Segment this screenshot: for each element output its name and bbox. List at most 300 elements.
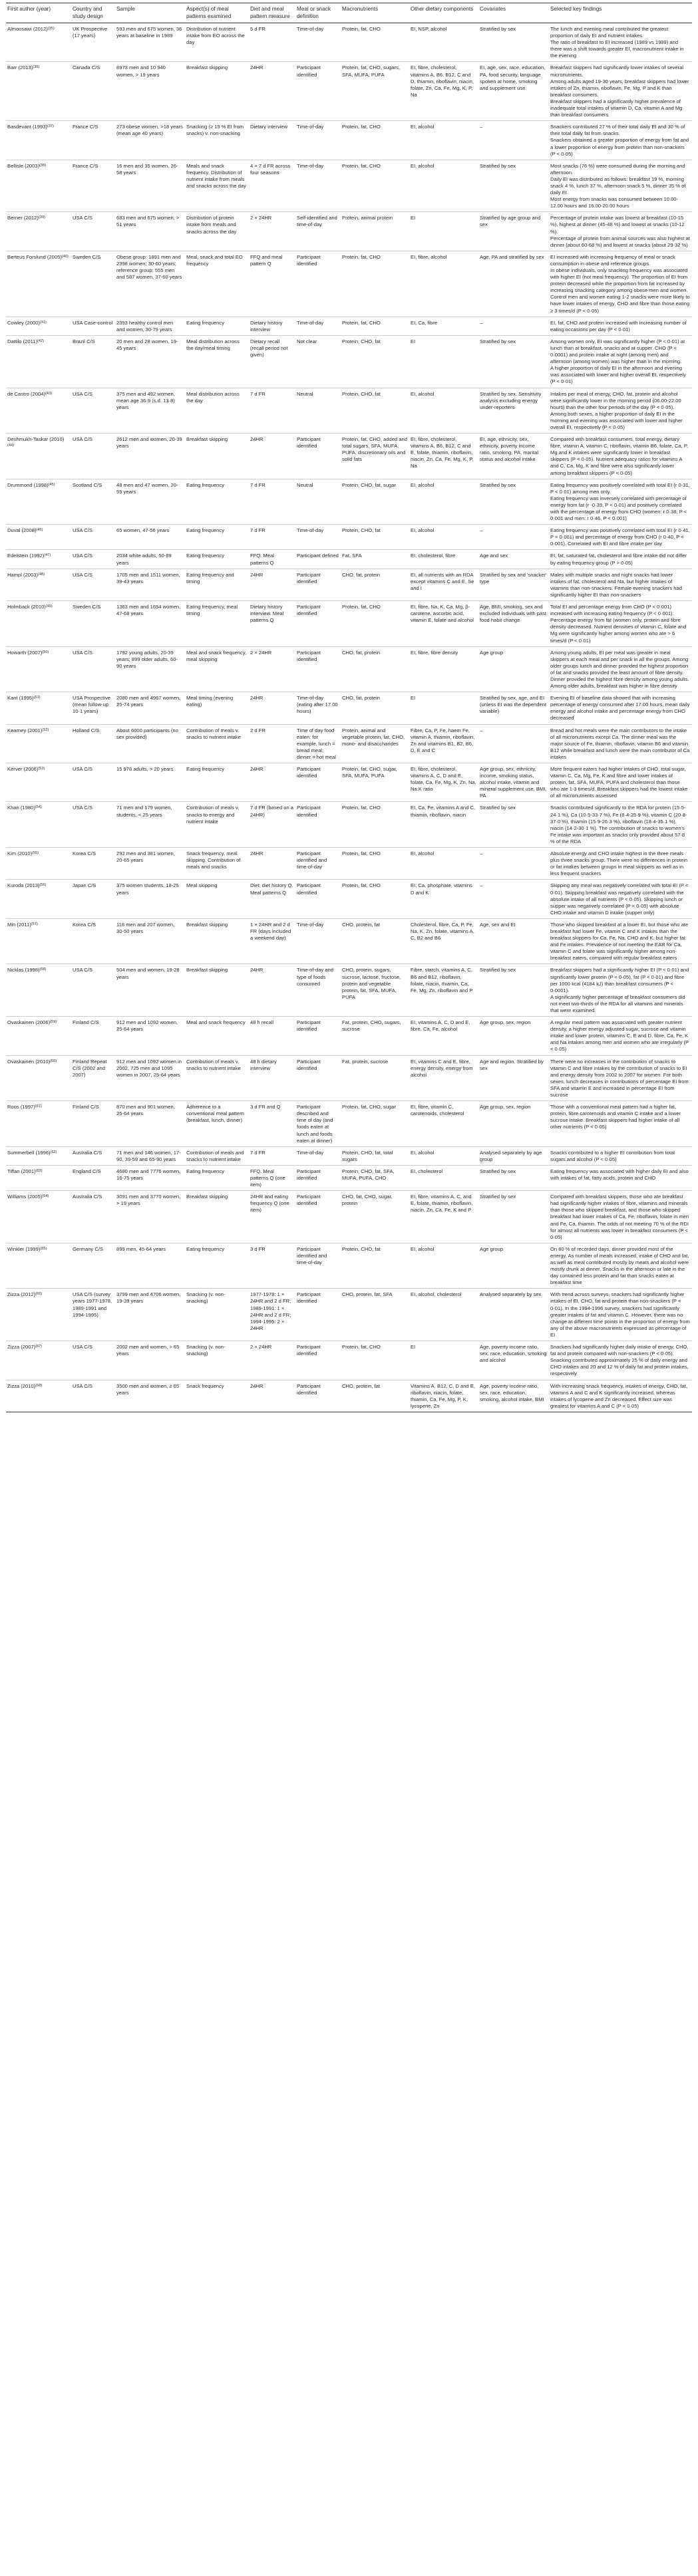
- cell-aspects: Snacking (v. non-snacking): [185, 1341, 249, 1380]
- cell-measure: Dietary interview: [249, 121, 295, 160]
- cell-sample: 3799 men and 4706 women, 19-39 years: [115, 1289, 185, 1341]
- cell-covariates: Age and region. Stratified by sex: [478, 1055, 549, 1101]
- author-name: Holmback (2010): [7, 604, 46, 610]
- cell-other-components: EI, fibre, fibre density: [409, 646, 478, 692]
- cell-author: [6, 724, 71, 763]
- reference-number: (67): [35, 1345, 43, 1349]
- author-name: Edelstein (1992): [7, 553, 45, 559]
- cell-aspects: Eating frequency: [185, 1165, 249, 1190]
- cell-definition: Time-of-day: [295, 160, 341, 212]
- cell-other-components: EI, cholesterol: [409, 1165, 478, 1190]
- cell-sample: 3500 men and women, ≥ 65 years: [115, 1380, 185, 1412]
- cell-aspects: Contribution of meals v. snacks to energy and nutrient intake: [185, 802, 249, 848]
- cell-author: [6, 479, 71, 525]
- cell-measure: Diet: diet history Q. Meal patterns Q: [249, 880, 295, 918]
- author-name: Winkler (1999): [7, 1245, 41, 1252]
- cell-country-design: USA C/S: [71, 569, 115, 600]
- cell-other-components: EI, fibre, cholesterol, vitamins A, C, D and E, folate, Ca, Fe, Mg, K, Zn, Na, Na:K ratio: [409, 763, 478, 802]
- cell-sample: 870 men and 901 women, 25-64 years: [115, 1101, 185, 1147]
- table-row: [6, 388, 692, 434]
- cell-measure: 7 d FR: [249, 525, 295, 550]
- cell-author: [6, 880, 71, 918]
- cell-sample: 71 men and 146 women, 17-90, 39-59 and 65-90 years: [115, 1146, 185, 1165]
- table-row: [6, 335, 692, 388]
- cell-definition: Participant identified: [295, 1289, 341, 1341]
- cell-author: [6, 251, 71, 317]
- cell-covariates: Stratified by sex: [478, 23, 549, 62]
- cell-other-components: EI, alcohol: [409, 160, 478, 212]
- cell-measure: 3 d FR and Q: [249, 1101, 295, 1147]
- cell-definition: Time-of-day: [295, 918, 341, 964]
- table-row: [6, 1289, 692, 1341]
- cell-definition: Time-of-day: [295, 317, 341, 335]
- cell-sample: 1792 young adults, 20-39 years; 899 older adults, 60-90 years: [115, 646, 185, 692]
- author-name: Nicklas (1998): [7, 967, 40, 973]
- cell-other-components: Fibre, Ca, P, Fe, haem Fe, vitamin A, thiamin, riboflavin, Zn and vitamins B1, B2, B6, D, E and C: [409, 724, 478, 763]
- cell-author: [6, 160, 71, 212]
- table-row: [6, 880, 692, 918]
- cell-sample: 375 men and 492 women, mean age 36·9 (s.d. 13·8) years: [115, 388, 185, 434]
- cell-findings: Compared with breakfast skippers, those who ate breakfast had significantly higher intakes of fibre, vitamins and minerals than those who skipped breakfast, and those who skipped breakfast had lower intakes of Ca, Fe, riboflavin, folate in men and Fe, Ca, thiamin. The odds of not meeting 70 % of the RDI for almost all nutrients was lower in breakfast consumers (P < 0·05): [549, 1191, 692, 1243]
- cell-measure: 5 d FR: [249, 23, 295, 62]
- cell-findings: Males with multiple snacks and night snacks had lower intakes of fat, cholesterol and Na, but higher intakes of vitamins than non-snackers. Female evening snackers had significantly higher EI than non-snackers: [549, 569, 692, 600]
- cell-macronutrients: Protein, fat, CHO, sugar: [341, 1101, 409, 1147]
- reference-number: (54): [35, 805, 42, 810]
- cell-other-components: EI, NSP, alcohol: [409, 23, 478, 62]
- table-row: [6, 62, 692, 121]
- cell-findings: Bread and hot meals were the main contributors to the intake of all micronutrients except Ca. The dinner meal was the major source of Fe, thiamin, riboflavin, vitamin B6 and vitamin B12 while breakfast and lunch were the main contributor of Ca intakes: [549, 724, 692, 763]
- cell-macronutrients: Fat, protein, sucrose: [341, 1055, 409, 1101]
- cell-sample: 2612 men and women, 20-39 years: [115, 434, 185, 479]
- table-row: [6, 724, 692, 763]
- cell-definition: Participant identified: [295, 601, 341, 647]
- cell-sample: 292 men and 381 women, 20-65 years: [115, 848, 185, 880]
- cell-aspects: Meal distribution across the day/meal timing: [185, 335, 249, 388]
- reference-number: (38): [39, 163, 47, 168]
- cell-macronutrients: Protein, fat, CHO: [341, 121, 409, 160]
- cell-findings: With increasing snack frequency, intakes of energy, CHO, fat, vitamins A and C and K significantly increased, whereas intakes of lycopene and Zn decreased. Effect size was greatest for vitamins A and C (P < 0·05): [549, 1380, 692, 1412]
- cell-sample: 1363 men and 1654 women, 47-68 years: [115, 601, 185, 647]
- cell-measure: Dietary recall (recall period not given): [249, 335, 295, 388]
- cell-measure: 24HR: [249, 434, 295, 479]
- author-name: Duval (2008): [7, 527, 37, 534]
- reference-number: (53): [38, 767, 45, 771]
- cell-aspects: Meal, snack and total EO frequency: [185, 251, 249, 317]
- cell-other-components: EI, Ca, phosphate, vitamins D and K: [409, 880, 478, 918]
- cell-sample: 273 obese women, >18 years (mean age 40 years): [115, 121, 185, 160]
- cell-other-components: EI, alcohol: [409, 479, 478, 525]
- cell-findings: EI, fat, saturated fat, cholesterol and fibre intake did not differ by eating frequency group (P > 0·05): [549, 550, 692, 569]
- reference-number: (65): [40, 1246, 47, 1251]
- cell-covariates: Age group: [478, 1243, 549, 1289]
- cell-aspects: Eating frequency: [185, 763, 249, 802]
- cell-findings: Those with a conventional meal pattern had a higher fat, protein, fibre carotenoids and vitamin C intake and a lower sucrose intake. Breakfast skippers had higher intake of all other nutrients (P < 0·05): [549, 1101, 692, 1147]
- cell-findings: Breakfast skippers had significantly lower intakes of several micronutrients. Among adults aged 19-30 years, breakfast skippers had lower intakes of Zn, thiamin, riboflavin, Fe, Mg, P and K than breakfast consumers. Breakfast skippers had a significantly higher prevalence of inadequate total intakes of vitamin D, Ca, vitamin A and Mg than breakfast consumers: [549, 62, 692, 121]
- author-name: Almoosawi (2012): [7, 26, 48, 32]
- cell-covariates: Stratified by sex and 'snacker' type: [478, 569, 549, 600]
- cell-macronutrients: Protein, fat, CHO: [341, 802, 409, 848]
- author-name: Zizza (2007): [7, 1344, 36, 1351]
- cell-findings: Eating frequency was associated with higher daily EI and also with intakes of fat, fatty acids, protein and CHO: [549, 1165, 692, 1190]
- reference-number: (55): [32, 851, 39, 856]
- header-country-design: Country and study design: [71, 3, 115, 23]
- cell-measure: 2 × 24HR: [249, 212, 295, 251]
- cell-sample: 2393 healthy control men and women, 30-79 years: [115, 317, 185, 335]
- cell-country-design: USA C/S: [71, 802, 115, 848]
- cell-country-design: USA C/S: [71, 763, 115, 802]
- reference-number: (58): [39, 967, 47, 972]
- cell-definition: Participant defined: [295, 550, 341, 569]
- reference-number: (36): [33, 65, 40, 70]
- cell-findings: A regular meal pattern was associated with greater nutrient density, a higher energy adjusted sugar, sucrose and vitamin intake and lower protein, vitamins C, E and D, fibre, Ca, Fe, K and Na intakes among men and women who ate irregularly (P < 0·05): [549, 1017, 692, 1055]
- cell-covariates: Analysed separately by sex: [478, 1289, 549, 1341]
- cell-measure: 24HR: [249, 964, 295, 1017]
- author-name: Roos (1997): [7, 1104, 35, 1110]
- cell-measure: 4 × 7 d FR across four seasons: [249, 160, 295, 212]
- cell-author: [6, 1243, 71, 1289]
- reference-number: (45): [48, 482, 55, 487]
- table-row: [6, 479, 692, 525]
- cell-measure: 48 h dietary interview: [249, 1055, 295, 1101]
- cell-macronutrients: Protein, CHO, fat: [341, 1243, 409, 1289]
- cell-author: [6, 62, 71, 121]
- cell-measure: 24HR: [249, 763, 295, 802]
- cell-aspects: Breakfast skipping: [185, 964, 249, 1017]
- cell-macronutrients: CHO, fat, protein: [341, 569, 409, 600]
- table-row: [6, 1243, 692, 1289]
- cell-covariates: Stratified by sex: [478, 160, 549, 212]
- cell-other-components: Fibre, starch, vitamins A, C, B6 and B12, riboflavin, folate, niacin, thiamin, Ca, Fe, Mg, Zn, riboflavin and P: [409, 964, 478, 1017]
- reference-number: (56): [39, 883, 47, 888]
- cell-measure: 24HR: [249, 569, 295, 600]
- reference-number: (35): [47, 27, 55, 31]
- cell-macronutrients: Protein, fat, CHO: [341, 1341, 409, 1380]
- cell-measure: Dietary history interview. Meal patterns Q: [249, 601, 295, 647]
- cell-other-components: EI, alcohol, cholesterol: [409, 1289, 478, 1341]
- cell-other-components: EI, fibre, cholesterol, vitamins A, B6, B12, C and E, folate, thiamin, riboflavin, niacin, Zn, Ca, Fe, Mg, K, P, Na: [409, 434, 478, 479]
- author-name: Ovaskainen (2006): [7, 1019, 51, 1026]
- cell-macronutrients: Protein, fat, CHO: [341, 23, 409, 62]
- header-measure: Diet and meal pattern measure: [249, 3, 295, 23]
- cell-author: [6, 1165, 71, 1190]
- cell-country-design: USA C/S: [71, 1341, 115, 1380]
- table-row: [6, 1191, 692, 1243]
- cell-definition: Time-of-day (eating after 17.00 hours): [295, 692, 341, 724]
- author-name: Kearney (2001): [7, 727, 43, 733]
- cell-sample: Obese group: 1891 men and 2398 women; 30-60 years; reference group: 555 men and 587 women, 37-60 years: [115, 251, 185, 317]
- cell-covariates: Age group: [478, 646, 549, 692]
- cell-measure: 24HR and eating frequency Q (one item): [249, 1191, 295, 1243]
- table-row: [6, 121, 692, 160]
- reference-number: (47): [44, 553, 51, 558]
- table-row: [6, 1341, 692, 1380]
- cell-measure: FFQ. Meal patterns Q: [249, 550, 295, 569]
- cell-country-design: Sweden C/S: [71, 251, 115, 317]
- cell-sample: 593 men and 675 women, 36 years at baseline in 1989: [115, 23, 185, 62]
- cell-author: [6, 1146, 71, 1165]
- author-name: Min (2011): [7, 921, 31, 928]
- cell-aspects: Breakfast skipping: [185, 1191, 249, 1243]
- reference-number: (59): [50, 1020, 57, 1025]
- cell-macronutrients: CHO, protein, sugars, sucrose, lactose, fructose, protein and vegetable protein, fat, SFA, MUFA, PUFA: [341, 964, 409, 1017]
- cell-definition: Time-of-day: [295, 1146, 341, 1165]
- cell-definition: Neutral: [295, 479, 341, 525]
- cell-measure: 2 d FR: [249, 724, 295, 763]
- author-name: Dattilo (2011): [7, 338, 38, 344]
- cell-measure: 7 d FR: [249, 1146, 295, 1165]
- cell-other-components: Vitamins A, B12, C, D and E, riboflavin, niacin, folate, thiamin, Ca, Fe, Mg, P, K, lycopene, Zn: [409, 1380, 478, 1412]
- cell-other-components: EI, alcohol: [409, 525, 478, 550]
- table-row: [6, 918, 692, 964]
- cell-country-design: England C/S: [71, 1165, 115, 1190]
- cell-sample: 1705 men and 1511 women, 39-43 years: [115, 569, 185, 600]
- cell-covariates: –: [478, 724, 549, 763]
- table-row: [6, 964, 692, 1017]
- cell-other-components: EI: [409, 1341, 478, 1380]
- cell-findings: Snackers contributed 27 % of their total daily EI and 30 % of their total daily fat from snacks. Snackers obtained a greater proportion of energy from fat and a lower proportion of energy from protein than non-snackers (P < 0·05): [549, 121, 692, 160]
- cell-macronutrients: Protein, fat, CHO: [341, 317, 409, 335]
- cell-macronutrients: Protein, animal and vegetable protein, fat, CHO, mono- and disaccharides: [341, 724, 409, 763]
- reference-number: (46): [36, 528, 43, 533]
- cell-findings: More frequent eaters had higher intakes of CHO, total sugar, vitamin C, Ca, Mg, Fe, K and fibre and lower intakes of protein, fat, SFA, MUFA, PUFA and cholesterol than those who ate 1-3 times/d. Breakfast skippers had the lowest intake of all micronutrients assessed: [549, 763, 692, 802]
- cell-measure: 24HR: [249, 1380, 295, 1412]
- cell-author: [6, 802, 71, 848]
- cell-other-components: EI, all nutrients with an RDA except vitamins C and E, Se and I: [409, 569, 478, 600]
- author-name: Kuroda (2013): [7, 882, 40, 889]
- cell-covariates: Age, sex and EI: [478, 918, 549, 964]
- reference-number: (52): [42, 727, 49, 732]
- cell-aspects: Contribution of meals and snacks to nutrient intake: [185, 1146, 249, 1165]
- cell-aspects: Breakfast skipping: [185, 62, 249, 121]
- table-row: [6, 434, 692, 479]
- cell-definition: Participant described and time of day (and foods eaten at lunch and foods eaten at dinner): [295, 1101, 341, 1147]
- cell-author: [6, 848, 71, 880]
- cell-author: [6, 1191, 71, 1243]
- cell-covariates: Age, poverty income ratio, sex, race, education, smoking, alcohol intake, BMI: [478, 1380, 549, 1412]
- cell-aspects: Eating frequency: [185, 550, 249, 569]
- header-macronutrients: Macronutrients: [341, 3, 409, 23]
- cell-measure: 7 d FR (based on a 24HR): [249, 802, 295, 848]
- cell-aspects: Distribution of nutrient intake from EO across the day: [185, 23, 249, 62]
- author-name: Kim (2010): [7, 850, 33, 857]
- cell-other-components: EI, alcohol: [409, 848, 478, 880]
- reference-number: (60): [50, 1059, 57, 1063]
- cell-sample: About 6000 participants (no sex provided): [115, 724, 185, 763]
- table-row: [6, 763, 692, 802]
- cell-country-design: USA Prospective (mean follow-up 10·1 years): [71, 692, 115, 724]
- cell-findings: Evening EI of baseline data showed that with increasing percentage of energy consumed after 17.00 hours, mean daily energy and alcohol intake and percentage energy from CHO decreased: [549, 692, 692, 724]
- cell-country-design: Finland C/S: [71, 1017, 115, 1055]
- reference-number: (57): [31, 922, 38, 926]
- cell-findings: Among young adults, EI per meal was greater in meal skippers at each meal and per snack in all the groups. Among older groups lunch and dinner provided the highest proportion of fat and snacks provided the least amount of fibre density. Dinner provided the highest fibre density among young adults. Among older adults, breakfast was higher in fibre density: [549, 646, 692, 692]
- cell-aspects: Contribution of meals v. snacks to nutrient intake: [185, 1055, 249, 1101]
- header-aspects: Aspect(s) of meal patterns examined: [185, 3, 249, 23]
- cell-macronutrients: Protein, fat, CHO, sugar, SFA, MUFA, PUFA: [341, 763, 409, 802]
- cell-definition: Time-of-day: [295, 121, 341, 160]
- cell-other-components: EI, alcohol: [409, 1243, 478, 1289]
- cell-country-design: Finland Repeat C/S (2002 and 2007): [71, 1055, 115, 1101]
- cell-author: [6, 692, 71, 724]
- author-name: Khan (1980): [7, 805, 35, 811]
- cell-author: [6, 918, 71, 964]
- cell-definition: Self-identified and time-of-day: [295, 212, 341, 251]
- cell-definition: Participant identified: [295, 62, 341, 121]
- cell-aspects: Meal and snack frequency, meal skipping: [185, 646, 249, 692]
- cell-findings: Intakes per meal of energy, CHO, fat, protein and alcohol were significantly lower in the morning period (06.00-22.00 hours) than the other four periods of the day (P < 0·05). Among both sexes, a higher proportion of daily EI in the morning and evening was associated with lower and higher overall EI, respectively (P < 0·05): [549, 388, 692, 434]
- table-row: [6, 525, 692, 550]
- cell-aspects: Breakfast skipping: [185, 918, 249, 964]
- cell-country-design: Japan C/S: [71, 880, 115, 918]
- cell-definition: Participant identified: [295, 251, 341, 317]
- table-row: [6, 1101, 692, 1147]
- cell-measure: 2 × 24HR: [249, 646, 295, 692]
- cell-other-components: EI, alcohol: [409, 121, 478, 160]
- header-findings: Selected key findings: [549, 3, 692, 23]
- cell-macronutrients: Protein, fat, CHO: [341, 880, 409, 918]
- cell-aspects: Meal distribution across the day: [185, 388, 249, 434]
- cell-measure: 7 d FR: [249, 388, 295, 434]
- cell-measure: FFQ. Meal patterns Q (one item): [249, 1165, 295, 1190]
- reference-number: (50): [42, 650, 49, 654]
- reference-number: (39): [38, 215, 45, 220]
- cell-other-components: EI, cholesterol, fibre: [409, 550, 478, 569]
- author-name: Summerbell (1996): [7, 1149, 51, 1156]
- cell-country-design: UK Prospective (17 years): [71, 23, 115, 62]
- table-row: [6, 1055, 692, 1101]
- cell-country-design: USA C/S (survey years 1977-1978, 1989-1991 and 1994-1995): [71, 1289, 115, 1341]
- cell-covariates: Age group, sex, region: [478, 1017, 549, 1055]
- cell-measure: 24HR: [249, 848, 295, 880]
- cell-sample: 48 men and 47 women, 20-55 years: [115, 479, 185, 525]
- cell-covariates: EI, age, ethnicity, sex, ethnicity, poverty income ratio, smoking, PA, marital status and alcohol intake: [478, 434, 549, 479]
- reference-number: (66): [35, 1292, 43, 1297]
- reference-number: (68): [35, 1383, 43, 1388]
- cell-other-components: EI, fibre, vitamins A, C, and E, folate, thiamin, riboflavin, niacin, Zn, Ca, Fe, K and P: [409, 1191, 478, 1243]
- cell-other-components: EI, fibre, vitamin C, carotenoids, cholesterol: [409, 1101, 478, 1147]
- table-row: [6, 1165, 692, 1190]
- cell-definition: Not clear: [295, 335, 341, 388]
- reference-number: (64): [42, 1194, 49, 1199]
- cell-measure: 7 d FR: [249, 479, 295, 525]
- cell-aspects: Distribution of protein intake from meals and snacks across the day: [185, 212, 249, 251]
- cell-country-design: USA C/S: [71, 964, 115, 1017]
- cell-definition: Participant identified: [295, 1165, 341, 1190]
- header-sample: Sample: [115, 3, 185, 23]
- author-name: Kerver (2006): [7, 766, 39, 772]
- table-row: [6, 251, 692, 317]
- cell-sample: 118 men and 207 women, 30-50 years: [115, 918, 185, 964]
- cell-covariates: Stratified by sex: [478, 802, 549, 848]
- cell-aspects: Contribution of meals v. snacks to nutrient intake: [185, 724, 249, 763]
- table-row: [6, 569, 692, 600]
- cell-definition: Participant identified: [295, 646, 341, 692]
- reference-number: (43): [45, 391, 52, 396]
- cell-findings: Among women only, EI was significantly higher (P < 0·01) at lunch than at breakfast, snacks and at supper. CHO (P < 0·0001) and protein intake at night (among men) and afternoon (among women) was higher than in the morning. A higher proportion of daily EI in the afternoon and evening was associated with lower and higher overall EI, respectively (P < 0·01): [549, 335, 692, 388]
- cell-author: [6, 1289, 71, 1341]
- cell-sample: 3091 men and 3770 women, > 19 years: [115, 1191, 185, 1243]
- cell-author: [6, 1017, 71, 1055]
- cell-covariates: Age group, sex, ethnicity, income, smoking status, alcohol intake, vitamin and mineral supplement use, BMI, PA: [478, 763, 549, 802]
- cell-aspects: Meal timing (evening eating): [185, 692, 249, 724]
- cell-findings: Eating frequency was positively correlated with total EI (r 0·41, P = 0·001) and percentage of energy from CHO (r 0·40, P < 0·001). Correlated with EI and fibre intake per day: [549, 525, 692, 550]
- cell-macronutrients: Protein, CHO, fat, SFA, MUFA, PUFA, CHO: [341, 1165, 409, 1190]
- cell-author: [6, 335, 71, 388]
- cell-covariates: Analysed separately by age group: [478, 1146, 549, 1165]
- cell-measure: 1 × 24HR and 2 d FR (days included a weekend day): [249, 918, 295, 964]
- cell-macronutrients: Fat, SFA: [341, 550, 409, 569]
- table-row: [6, 646, 692, 692]
- cell-macronutrients: Protein, fat, CHO, added and total sugars, SFA, MUFA, PUFA, discretionary oils and solid fats: [341, 434, 409, 479]
- cell-country-design: USA C/S: [71, 388, 115, 434]
- cell-covariates: –: [478, 317, 549, 335]
- cell-aspects: Snacking (v. non-snacking): [185, 1289, 249, 1341]
- cell-findings: EI increased with increasing frequency of meal or snack consumption in obese and reference groups. In obese individuals, only snacking frequency was associated with higher EI (not meal frequency). The proportion of EI from protein decreased while the proportion from fat increased by increasing snacking category among obese men and women. Control men and women eating 1-2 snacks were more likely to have lower intakes of energy, CHO and fibre than those eating ≥ 3 times/d (P < 0·05): [549, 251, 692, 317]
- cell-country-design: USA Case-control: [71, 317, 115, 335]
- reference-number: (44): [7, 444, 14, 448]
- cell-sample: 683 men and 675 women, > 51 years: [115, 212, 185, 251]
- cell-macronutrients: Protein, fat, CHO: [341, 160, 409, 212]
- cell-country-design: Canada C/S: [71, 62, 115, 121]
- cell-author: [6, 212, 71, 251]
- reference-number: (63): [35, 1168, 43, 1173]
- cell-covariates: Age, poverty income ratio, sex, race, education, smoking and alcohol: [478, 1341, 549, 1380]
- cell-other-components: EI, fibre, Na, K, Ca, Mg, β-carotene, ascorbic acid, vitamin E, folate and alcohol: [409, 601, 478, 647]
- cell-aspects: Meal and snack frequency: [185, 1017, 249, 1055]
- cell-covariates: EI, age, sex, race, education, PA, food security, language spoken at home, smoking and supplement use: [478, 62, 549, 121]
- author-name: Zizza (2010): [7, 1382, 36, 1389]
- cell-covariates: –: [478, 525, 549, 550]
- cell-macronutrients: Protein, CHO, fat: [341, 525, 409, 550]
- table-row: [6, 601, 692, 647]
- cell-aspects: Breakfast skipping: [185, 434, 249, 479]
- cell-macronutrients: Protein, CHO, fat: [341, 335, 409, 388]
- cell-sample: 20 men and 28 women, 19-45 years: [115, 335, 185, 388]
- reference-number: (42): [37, 338, 44, 343]
- cell-other-components: EI, alcohol: [409, 388, 478, 434]
- reference-number: (37): [47, 124, 54, 129]
- cell-covariates: Stratified by sex: [478, 964, 549, 1017]
- cell-definition: Participant identified: [295, 1341, 341, 1380]
- cell-other-components: EI, Ca, Fe, vitamins A and C, thiamin, riboflavin, niacin: [409, 802, 478, 848]
- cell-aspects: Eating frequency: [185, 479, 249, 525]
- cell-other-components: EI: [409, 692, 478, 724]
- author-name: Zizza (2012): [7, 1291, 36, 1298]
- cell-other-components: EI, vitamins C and E, fibre, energy density, energy from alcohol: [409, 1055, 478, 1101]
- cell-findings: The lunch and evening meal contributed the greatest proportion of daily EI and nutrient intakes. The ratio of breakfast to EI increased (1989 vs 1999) and there was a shift towards greater EI, macronutrient intake in the evening: [549, 23, 692, 62]
- cell-sample: 2002 men and women, > 65 years: [115, 1341, 185, 1380]
- cell-author: [6, 763, 71, 802]
- reference-number: (49): [45, 604, 53, 609]
- cell-macronutrients: Protein, CHO, fat, total sugars: [341, 1146, 409, 1165]
- cell-macronutrients: CHO, fat, protein: [341, 646, 409, 692]
- cell-aspects: Adherence to a conventional meal pattern (breakfast, lunch, dinner): [185, 1101, 249, 1147]
- cell-country-design: Australia C/S: [71, 1146, 115, 1165]
- cell-aspects: Meal skipping: [185, 880, 249, 918]
- cell-covariates: –: [478, 848, 549, 880]
- cell-aspects: Snack frequency, meal skipping. Contribution of meals and snacks: [185, 848, 249, 880]
- reference-number: (62): [50, 1150, 57, 1154]
- cell-covariates: Age, PA and stratified by sex: [478, 251, 549, 317]
- cell-covariates: Stratified by age group and sex: [478, 212, 549, 251]
- cell-author: [6, 569, 71, 600]
- cell-findings: Breakfast skippers had a significantly higher EI (P < 0·01) and significantly lower protein (P < 0·05), fat (P < 0·01) and fibre per 1000 kcal (4184 kJ) than breakfast consumers (P < 0·0001). A significantly higher percentage of breakfast consumers did not meet two-thirds of the RDA for all vitamins and minerals that were examined: [549, 964, 692, 1017]
- cell-covariates: Stratified by sex: [478, 1191, 549, 1243]
- cell-aspects: Meals and snack frequency. Distribution of nutrient intake from meals and snacks across the day: [185, 160, 249, 212]
- author-name: de Castro (2004): [7, 390, 45, 397]
- table-row: [6, 23, 692, 62]
- cell-findings: There were no increases in the contribution of snacks to vitamin C and fibre intakes by the contribution of snacks to EI and energy density from 2002 to 2007 for women. For both sexes, lunch decreases in contributions of percentage EI from SFA and vitamin E and increased in percentage EI from sucrose: [549, 1055, 692, 1101]
- table-row: [6, 1017, 692, 1055]
